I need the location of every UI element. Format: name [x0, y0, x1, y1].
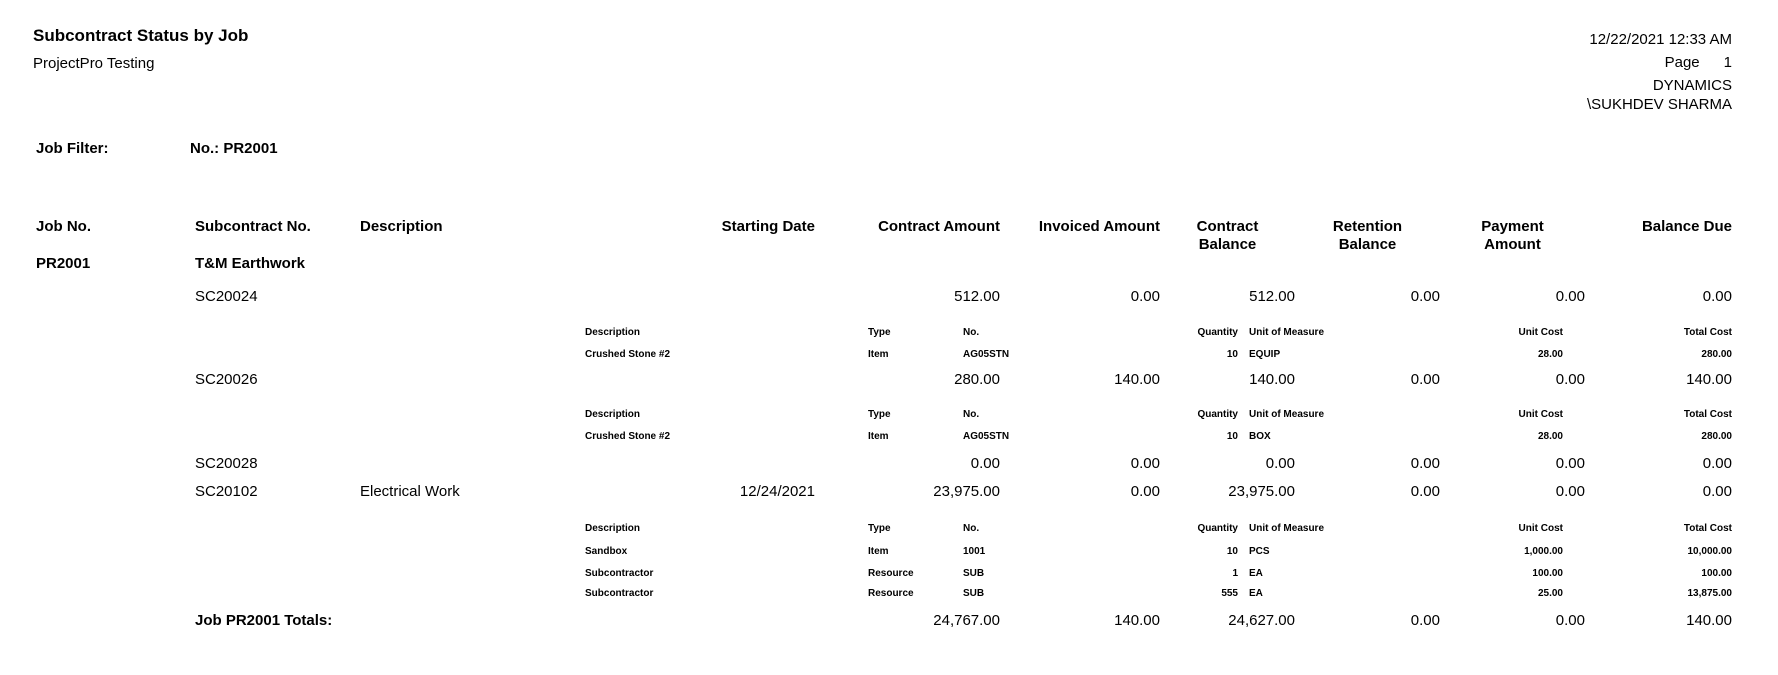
retention-balance: 0.00 [1410, 483, 1440, 500]
detail-unit-cost: 25.00 [1537, 588, 1563, 599]
detail-unit-of-measure: BOX [1249, 431, 1271, 442]
detail-col-unit-of-measure: Unit of Measure [1249, 523, 1325, 534]
col-header-invoiced-amount: Invoiced Amount [1038, 218, 1160, 235]
detail-col-unit-cost: Unit Cost [1518, 523, 1563, 534]
payment-amount: 0.00 [1555, 288, 1585, 305]
subcontract-row-sc20026 [0, 371, 1778, 388]
total-invoiced-amount: 140.00 [1114, 612, 1160, 629]
report-header-right [1587, 28, 1732, 109]
subcontract-description [360, 455, 590, 472]
invoiced-amount: 140.00 [1114, 371, 1160, 388]
starting-date: 12/24/2021 [739, 483, 815, 500]
detail-header-row [0, 523, 1778, 534]
col-header-description: Description [360, 218, 443, 235]
detail-col-no: No. [963, 409, 980, 420]
detail-col-quantity: Quantity [1197, 523, 1238, 534]
col-header-job-no: Job No. [36, 218, 91, 235]
total-balance-due: 140.00 [1686, 612, 1732, 629]
detail-header-row [0, 327, 1778, 338]
detail-col-unit-cost: Unit Cost [1518, 327, 1563, 338]
user-name-clipped: \SUKHDEV SHARMA [1586, 97, 1732, 109]
invoiced-amount: 0.00 [1130, 455, 1160, 472]
contract-amount: 0.00 [970, 455, 1000, 472]
col-header-balance-due: Balance Due [1641, 218, 1732, 235]
contract-amount: 512.00 [954, 288, 1000, 305]
col-header-payment-amount: Payment Amount [1481, 218, 1544, 253]
detail-quantity: 1 [1232, 568, 1238, 579]
detail-quantity: 10 [1226, 431, 1238, 442]
subcontract-row-sc20024 [0, 288, 1778, 305]
detail-type: Resource [868, 568, 914, 579]
job-no: PR2001 [36, 255, 91, 272]
detail-col-total-cost: Total Cost [1683, 409, 1732, 420]
subcontract-no: SC20028 [195, 455, 258, 472]
table-header-row [0, 218, 1778, 254]
detail-no: 1001 [963, 546, 986, 557]
retention-balance: 0.00 [1410, 455, 1440, 472]
detail-type: Item [868, 349, 889, 360]
invoiced-amount: 0.00 [1130, 288, 1160, 305]
subcontract-row-sc20102 [0, 483, 1778, 500]
invoiced-amount: 0.00 [1130, 483, 1160, 500]
detail-unit-of-measure: EQUIP [1249, 349, 1281, 360]
detail-col-total-cost: Total Cost [1683, 523, 1732, 534]
subcontract-no: SC20026 [195, 371, 258, 388]
balance-due: 0.00 [1702, 288, 1732, 305]
detail-total-cost: 100.00 [1701, 568, 1732, 579]
contract-balance: 23,975.00 [1228, 483, 1295, 500]
retention-balance: 0.00 [1410, 371, 1440, 388]
job-totals-row [0, 612, 1778, 629]
detail-unit-cost: 100.00 [1532, 568, 1563, 579]
detail-col-type: Type [868, 409, 891, 420]
detail-row [0, 568, 1778, 579]
detail-col-unit-cost: Unit Cost [1518, 409, 1563, 420]
detail-col-no: No. [963, 523, 980, 534]
detail-unit-of-measure: EA [1249, 568, 1263, 579]
col-header-subcontract-no: Subcontract No. [195, 218, 311, 235]
detail-type: Resource [868, 588, 914, 599]
col-header-contract-balance: Contract Balance [1196, 218, 1259, 253]
payment-amount: 0.00 [1555, 483, 1585, 500]
subcontract-description [360, 288, 590, 305]
detail-unit-of-measure: EA [1249, 588, 1263, 599]
detail-col-quantity: Quantity [1197, 327, 1238, 338]
report-datetime: 12/22/2021 12:33 AM [1589, 31, 1732, 48]
detail-row [0, 546, 1778, 557]
detail-no: AG05STN [963, 349, 1010, 360]
detail-unit-cost: 1,000.00 [1524, 546, 1563, 557]
detail-col-unit-of-measure: Unit of Measure [1249, 327, 1325, 338]
starting-date [590, 371, 815, 388]
starting-date [590, 288, 815, 305]
system-name: DYNAMICS [1652, 77, 1732, 94]
report-title: Subcontract Status by Job [33, 26, 249, 45]
detail-row [0, 588, 1778, 599]
company-name: ProjectPro Testing [33, 55, 155, 72]
detail-description: Subcontractor [585, 568, 654, 579]
page-indicator [1587, 51, 1732, 74]
detail-total-cost: 280.00 [1701, 349, 1732, 360]
detail-description: Crushed Stone #2 [585, 431, 671, 442]
payment-amount: 0.00 [1555, 371, 1585, 388]
starting-date [590, 455, 815, 472]
detail-description: Sandbox [585, 546, 628, 557]
contract-amount: 280.00 [954, 371, 1000, 388]
balance-due: 0.00 [1702, 483, 1732, 500]
subcontract-no: SC20102 [195, 483, 258, 500]
subcontract-row-sc20028 [0, 455, 1778, 472]
report-header-left [33, 26, 248, 72]
balance-due: 0.00 [1702, 455, 1732, 472]
detail-col-description: Description [585, 523, 641, 534]
detail-no: SUB [963, 588, 985, 599]
col-header-contract-amount: Contract Amount [878, 218, 1000, 235]
detail-quantity: 10 [1226, 349, 1238, 360]
total-contract-balance: 24,627.00 [1228, 612, 1295, 629]
detail-unit-cost: 28.00 [1537, 349, 1563, 360]
contract-amount: 23,975.00 [933, 483, 1000, 500]
detail-quantity: 555 [1221, 588, 1238, 599]
job-totals-label: Job PR2001 Totals: [195, 612, 333, 629]
detail-col-no: No. [963, 327, 980, 338]
payment-amount: 0.00 [1555, 455, 1585, 472]
detail-total-cost: 280.00 [1701, 431, 1732, 442]
detail-description: Crushed Stone #2 [585, 349, 671, 360]
detail-col-unit-of-measure: Unit of Measure [1249, 409, 1325, 420]
detail-unit-cost: 28.00 [1537, 431, 1563, 442]
balance-due: 140.00 [1686, 371, 1732, 388]
subcontract-no: SC20024 [195, 288, 258, 305]
col-header-starting-date: Starting Date [721, 218, 815, 235]
page-number: 1 [1723, 54, 1732, 71]
job-description: T&M Earthwork [195, 255, 306, 272]
retention-balance: 0.00 [1410, 288, 1440, 305]
detail-total-cost: 10,000.00 [1687, 546, 1732, 557]
detail-no: SUB [963, 568, 985, 579]
detail-type: Item [868, 546, 889, 557]
contract-balance: 140.00 [1249, 371, 1295, 388]
detail-quantity: 10 [1226, 546, 1238, 557]
detail-row [0, 349, 1778, 360]
contract-balance: 512.00 [1249, 288, 1295, 305]
job-filter-value: No.: PR2001 [190, 140, 278, 157]
subcontract-description [360, 371, 590, 388]
detail-type: Item [868, 431, 889, 442]
detail-col-total-cost: Total Cost [1683, 327, 1732, 338]
detail-col-quantity: Quantity [1197, 409, 1238, 420]
detail-row [0, 431, 1778, 442]
detail-col-type: Type [868, 523, 891, 534]
total-retention-balance: 0.00 [1410, 612, 1440, 629]
subcontract-description: Electrical Work [360, 483, 460, 500]
total-contract-amount: 24,767.00 [933, 612, 1000, 629]
total-payment-amount: 0.00 [1555, 612, 1585, 629]
detail-unit-of-measure: PCS [1249, 546, 1270, 557]
job-group-row [0, 255, 1778, 272]
detail-total-cost: 13,875.00 [1687, 588, 1732, 599]
detail-description: Subcontractor [585, 588, 654, 599]
detail-no: AG05STN [963, 431, 1010, 442]
detail-header-row [0, 409, 1778, 420]
detail-col-description: Description [585, 409, 641, 420]
col-header-retention-balance: Retention Balance [1332, 218, 1403, 253]
job-filter-label: Job Filter: [36, 140, 109, 157]
contract-balance: 0.00 [1265, 455, 1295, 472]
page-label: Page [1664, 54, 1700, 71]
detail-col-description: Description [585, 327, 641, 338]
detail-col-type: Type [868, 327, 891, 338]
